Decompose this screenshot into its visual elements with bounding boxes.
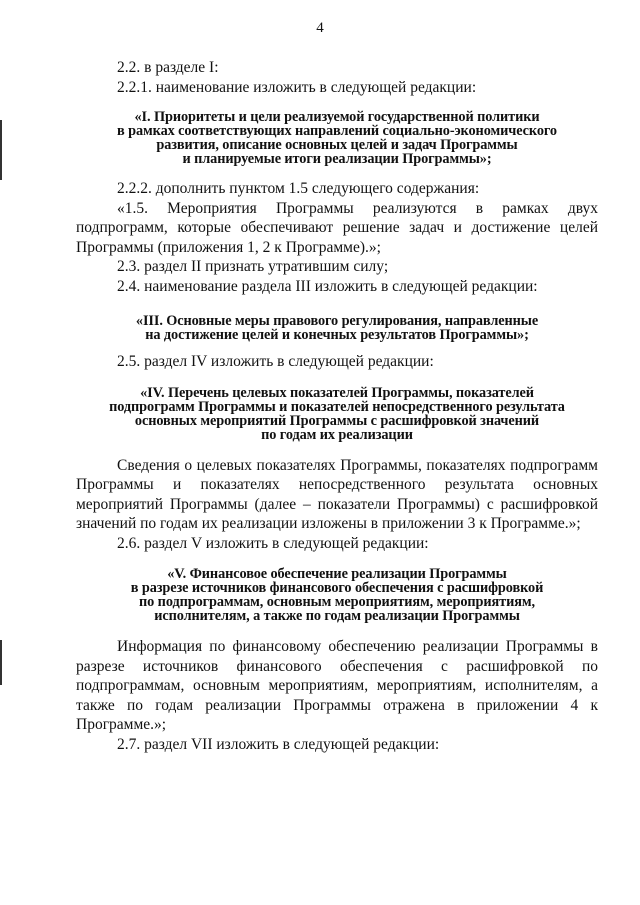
scan-edge-mark <box>0 120 2 180</box>
heading-line: и планируемые итоги реализации Программы»; <box>182 151 492 167</box>
scan-edge-mark <box>0 640 2 685</box>
heading-line: подпрограмм Программы и показателей непосредственного результата <box>109 398 565 415</box>
paragraph: Информация по финансовому обеспечению реализации Программы в разрезе источников финансового обеспечения с расшифровкой по подпрограммам, основным мероприятиям, мероприятиям, исполнителям, а также по годам реализации Программы отражена в приложении 4 к Программе.»; <box>76 638 598 733</box>
document-body <box>76 58 598 754</box>
heading-line: по годам их реализации <box>261 426 413 443</box>
paragraph: 2.3. раздел II признать утратившим силу; <box>117 258 389 275</box>
paragraph: 2.2.2. дополнить пунктом 1.5 следующего содержания: <box>117 180 480 197</box>
heading-line: исполнителям, а также по годам реализации Программы <box>154 608 520 624</box>
heading-line: на достижение целей и конечных результатов Программы»; <box>145 327 529 343</box>
heading-line: в рамках соответствующих направлений социально-экономического <box>117 123 557 139</box>
paragraph: Сведения о целевых показателях Программы, показателях подпрограмм Программы и показателях непосредственного результата основных мероприятий Программы (далее – показатели Программы) с расшифровкой значений по годам их реализации изложены в приложении 3 к Программе.»; <box>76 456 598 532</box>
paragraph: «1.5. Мероприятия Программы реализуются в рамках двух подпрограмм, которые обеспечивают решение задач и достижение целей Программы (приложения 1, 2 к Программе).»; <box>76 199 598 256</box>
heading-line: основных мероприятий Программы с расшифровкой значений <box>134 412 540 429</box>
section-heading-5 <box>76 567 598 623</box>
paragraph: 2.4. наименование раздела III изложить в следующей редакции: <box>117 277 538 295</box>
heading-line: в разрезе источников финансового обеспечения с расшифровкой <box>130 580 544 596</box>
section-heading-3 <box>76 314 598 342</box>
heading-line: «I. Приоритеты и цели реализуемой государственной политики <box>134 109 540 125</box>
paragraph: 2.2. в разделе I: <box>117 59 219 76</box>
paragraph: 2.7. раздел VII изложить в следующей редакции: <box>117 735 440 753</box>
section-heading-4 <box>76 386 598 442</box>
paragraph: 2.5. раздел IV изложить в следующей редакции: <box>117 353 434 370</box>
section-heading-1 <box>76 110 598 166</box>
page-number: 4 <box>316 20 324 36</box>
heading-line: «IV. Перечень целевых показателей Программы, показателей <box>140 384 534 401</box>
paragraph: 2.6. раздел V изложить в следующей редакции: <box>117 534 429 552</box>
heading-line: «V. Финансовое обеспечение реализации Программы <box>167 566 507 582</box>
heading-line: по подпрограммам, основным мероприятиям, мероприятиям, <box>139 594 535 610</box>
heading-line: развития, описание основных целей и задач Программы <box>156 137 518 153</box>
heading-line: «III. Основные меры правового регулирования, направленные <box>135 313 539 329</box>
paragraph: 2.2.1. наименование изложить в следующей редакции: <box>117 78 477 96</box>
